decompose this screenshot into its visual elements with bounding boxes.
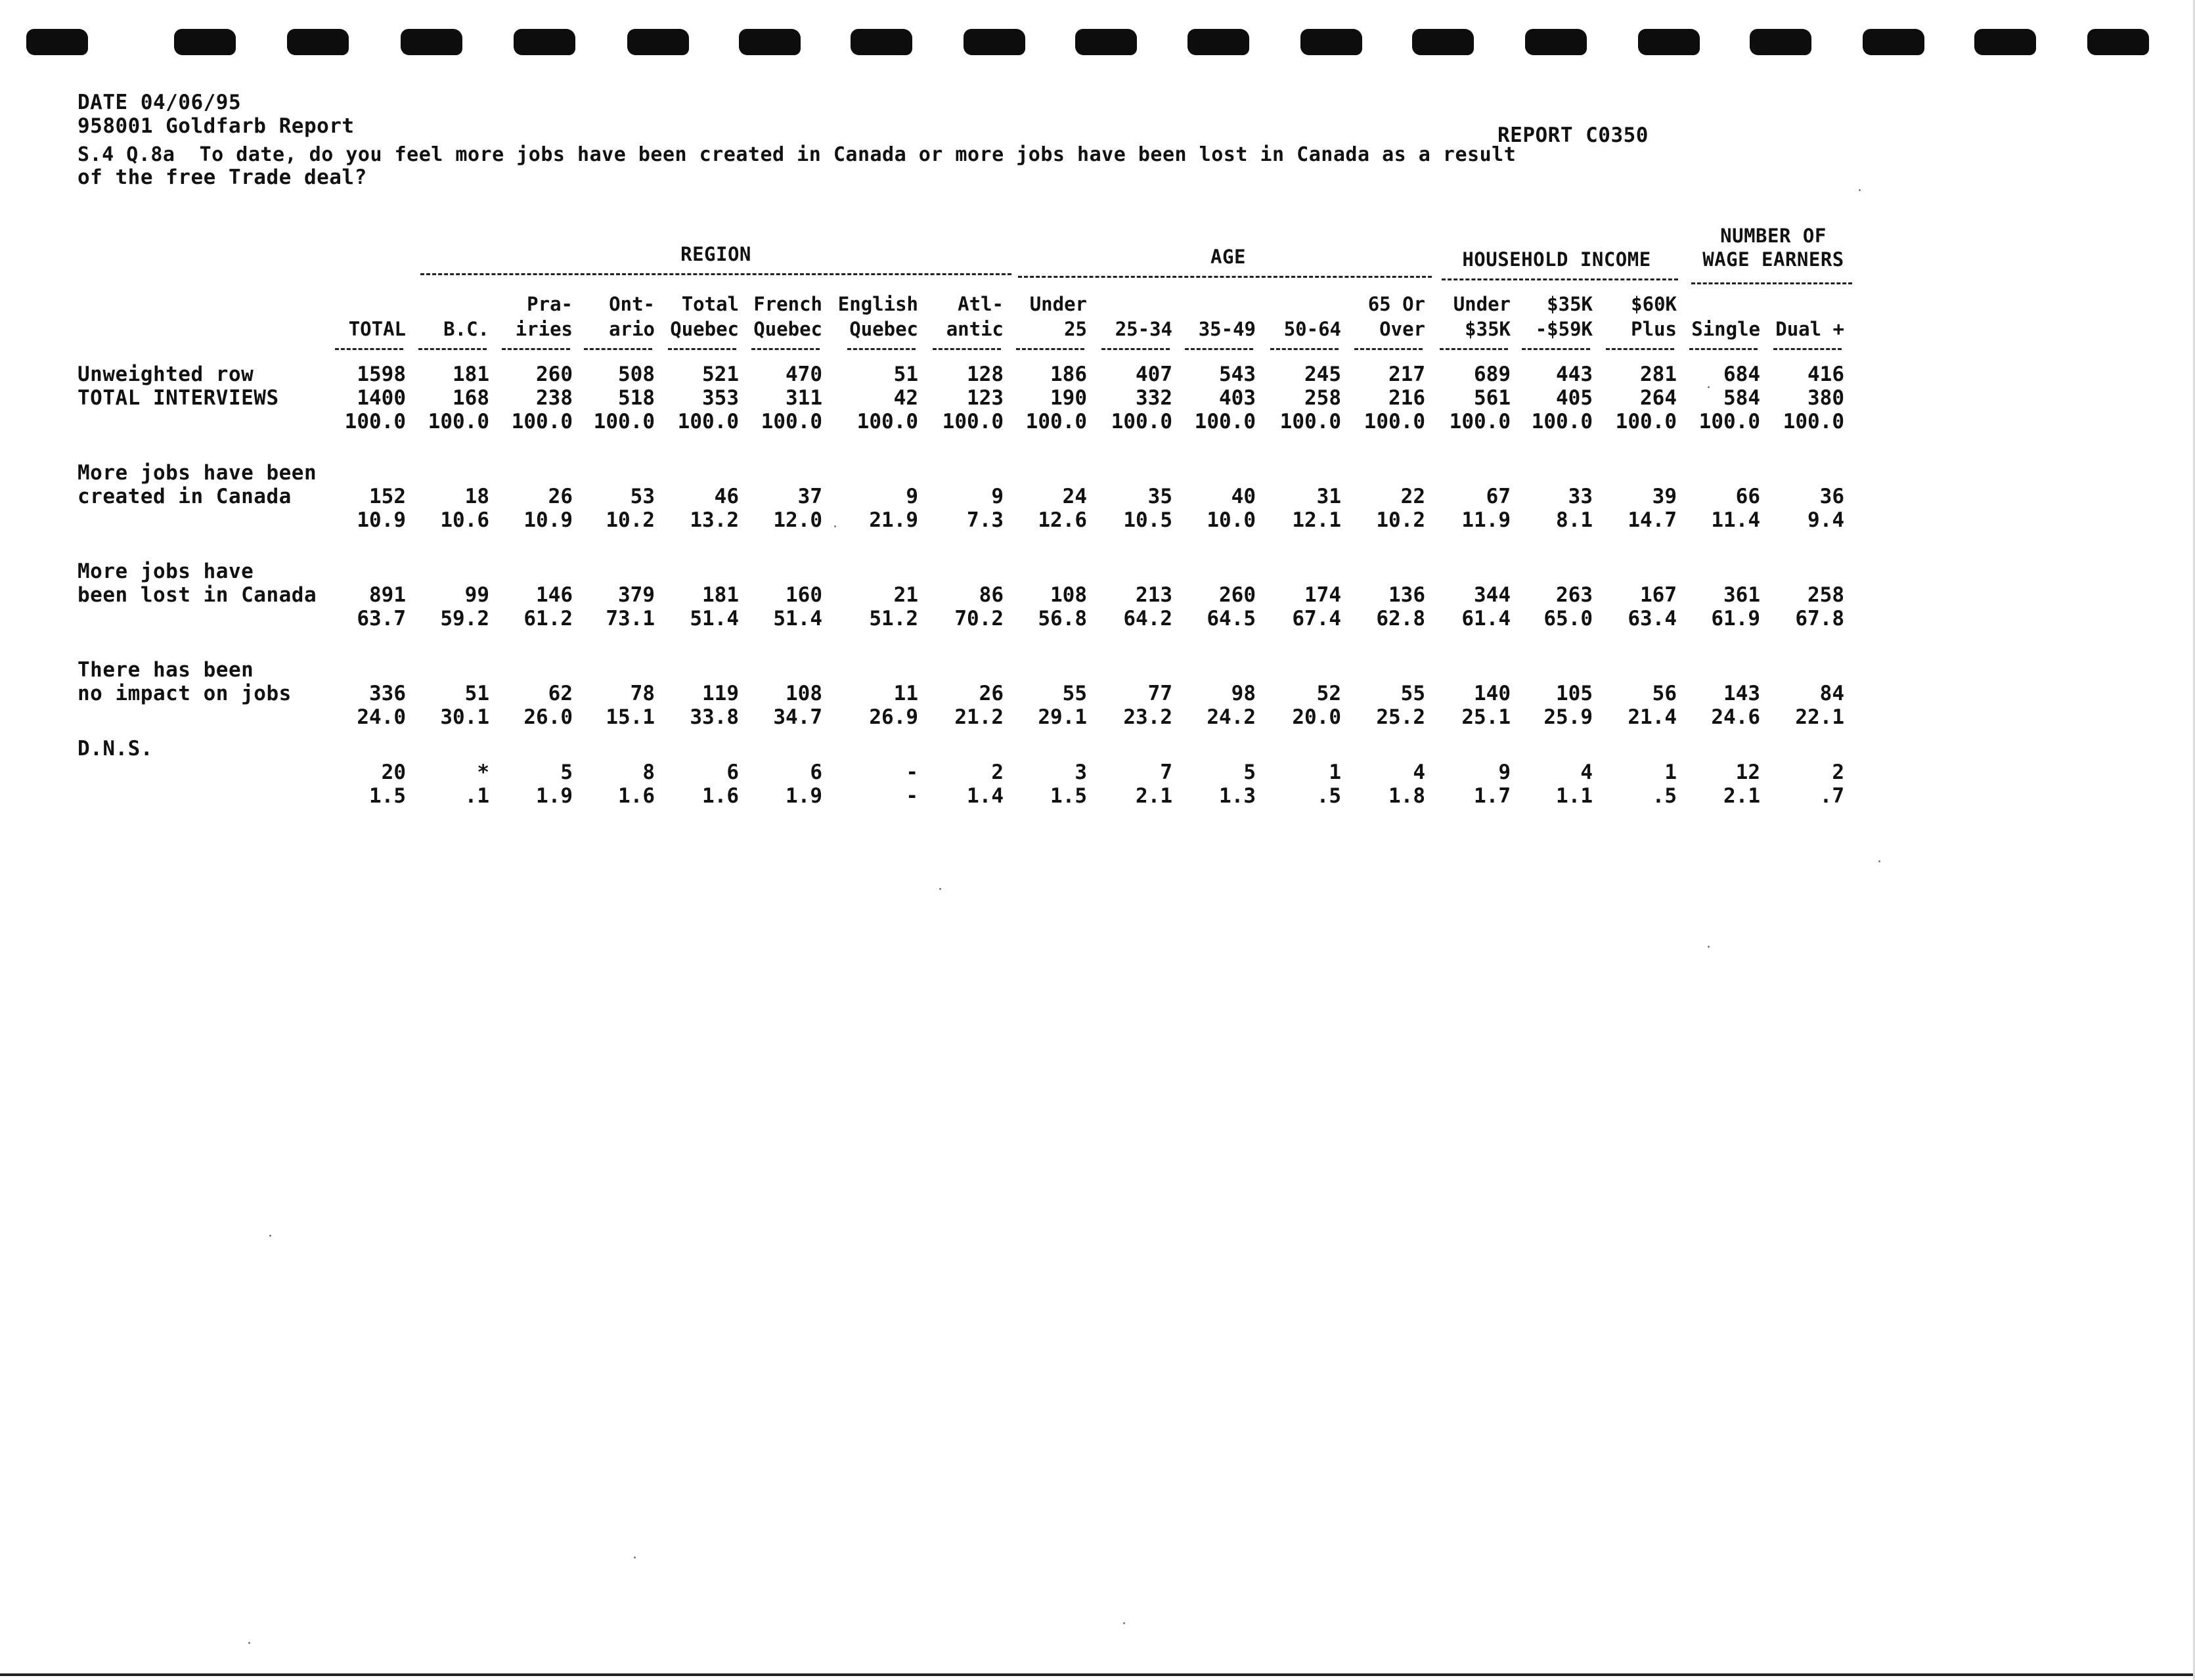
table-cell: 1 — [1329, 761, 1341, 784]
table-cell: 186 — [1050, 363, 1087, 386]
table-cell: 39 — [1652, 485, 1677, 508]
table-cell: 26 — [979, 682, 1004, 705]
table-cell: 100.0 — [428, 410, 489, 433]
table-cell: 143 — [1723, 682, 1760, 705]
table-cell: 24.6 — [1711, 705, 1760, 729]
table-cell: 2 — [991, 761, 1004, 784]
scan-speck — [939, 888, 941, 890]
table-cell: 63.7 — [357, 607, 406, 630]
table-cell: 12.1 — [1292, 508, 1341, 532]
table-cell: 1.9 — [786, 784, 822, 808]
table-cell: 40 — [1231, 485, 1256, 508]
column-underline — [502, 348, 570, 350]
table-cell: 213 — [1136, 583, 1172, 607]
table-cell: 100.0 — [856, 410, 918, 433]
table-cell: 62.8 — [1376, 607, 1425, 630]
table-cell: 336 — [369, 682, 406, 705]
table-cell: 10.6 — [440, 508, 489, 532]
column-underline — [1773, 348, 1842, 350]
column-header-line1: Under — [1029, 293, 1087, 315]
table-cell: 78 — [630, 682, 655, 705]
group-header-household-income: HOUSEHOLD INCOME — [1462, 248, 1651, 271]
table-cell: 59.2 — [440, 607, 489, 630]
age-divider — [1018, 276, 1432, 278]
table-cell: 23.2 — [1123, 705, 1172, 729]
scan-speck — [269, 1235, 271, 1237]
tractor-hole — [514, 29, 575, 55]
table-cell: 26.0 — [523, 705, 573, 729]
row-label: Unweighted row — [78, 363, 254, 386]
row-label: More jobs have — [78, 560, 254, 583]
column-header-line1: French — [753, 293, 822, 315]
column-header-line2: ario — [609, 318, 655, 340]
table-cell: 1.8 — [1388, 784, 1425, 808]
table-cell: 100.0 — [1025, 410, 1087, 433]
table-cell: 561 — [1474, 386, 1511, 410]
tractor-hole — [2087, 29, 2149, 55]
column-header-line2: Quebec — [670, 318, 739, 340]
table-cell: 53 — [630, 485, 655, 508]
tractor-hole — [1187, 29, 1249, 55]
table-cell: 311 — [786, 386, 822, 410]
row-label: no impact on jobs — [78, 682, 292, 705]
row-label: TOTAL INTERVIEWS — [78, 386, 279, 410]
table-cell: 12.0 — [773, 508, 822, 532]
table-cell: 405 — [1556, 386, 1593, 410]
scan-speck — [1859, 189, 1861, 191]
table-cell: 152 — [369, 485, 406, 508]
column-underline — [933, 348, 1001, 350]
table-cell: 100.0 — [1615, 410, 1677, 433]
table-cell: 344 — [1474, 583, 1511, 607]
question-text-line2: of the free Trade deal? — [78, 166, 367, 189]
column-header-line2: 25-34 — [1115, 318, 1172, 340]
column-header-line2: TOTAL — [348, 318, 406, 340]
table-cell: 128 — [967, 363, 1004, 386]
column-header-line1: Ont- — [609, 293, 655, 315]
table-cell: 25.9 — [1543, 705, 1593, 729]
scan-speck — [1123, 1622, 1125, 1624]
table-cell: 100.0 — [761, 410, 822, 433]
table-cell: 26 — [548, 485, 573, 508]
table-cell: .5 — [1652, 784, 1677, 808]
column-underline — [847, 348, 916, 350]
table-cell: 18 — [464, 485, 489, 508]
table-cell: 217 — [1388, 363, 1425, 386]
income-divider — [1442, 278, 1678, 280]
table-cell: 521 — [702, 363, 739, 386]
tractor-hole — [1412, 29, 1474, 55]
tractor-hole — [1974, 29, 2036, 55]
table-cell: 61.9 — [1711, 607, 1760, 630]
table-cell: 13.2 — [690, 508, 739, 532]
table-cell: 100.0 — [1111, 410, 1172, 433]
table-cell: 1.5 — [1050, 784, 1087, 808]
table-cell: 77 — [1147, 682, 1172, 705]
column-header-line2: B.C. — [443, 318, 489, 340]
group-header-age: AGE — [1210, 246, 1246, 268]
table-cell: 100.0 — [942, 410, 1004, 433]
column-header-line2: 50-64 — [1283, 318, 1341, 340]
table-cell: 181 — [453, 363, 489, 386]
table-cell: 56 — [1652, 682, 1677, 705]
table-cell: 21.9 — [869, 508, 918, 532]
table-cell: 10.9 — [523, 508, 573, 532]
column-header-line1: Total — [681, 293, 739, 315]
table-cell: 1.6 — [618, 784, 655, 808]
tractor-hole — [851, 29, 912, 55]
table-cell: 105 — [1556, 682, 1593, 705]
table-cell: 403 — [1219, 386, 1256, 410]
table-cell: 379 — [618, 583, 655, 607]
column-header-line2: -$59K — [1535, 318, 1593, 340]
table-cell: 216 — [1388, 386, 1425, 410]
column-underline — [1185, 348, 1253, 350]
table-cell: 55 — [1062, 682, 1087, 705]
column-header-line2: 25 — [1064, 318, 1087, 340]
column-underline — [1270, 348, 1339, 350]
row-label: More jobs have been — [78, 461, 317, 485]
table-cell: 10.9 — [357, 508, 406, 532]
table-cell: 258 — [1304, 386, 1341, 410]
table-cell: 380 — [1807, 386, 1844, 410]
table-cell: 33 — [1568, 485, 1593, 508]
table-cell: .1 — [464, 784, 489, 808]
table-cell: 1.4 — [967, 784, 1004, 808]
group-header-wage-line1: NUMBER OF — [1720, 225, 1827, 247]
table-cell: 332 — [1136, 386, 1172, 410]
table-cell: 258 — [1807, 583, 1844, 607]
table-cell: 11.9 — [1461, 508, 1511, 532]
table-cell: 8 — [642, 761, 655, 784]
column-header-line2: Single — [1691, 318, 1760, 340]
table-cell: 1.5 — [369, 784, 406, 808]
table-cell: 1 — [1664, 761, 1677, 784]
table-cell: 64.5 — [1207, 607, 1256, 630]
table-cell: 6 — [810, 761, 822, 784]
table-cell: 4 — [1580, 761, 1593, 784]
table-cell: 281 — [1640, 363, 1677, 386]
table-cell: 2.1 — [1136, 784, 1172, 808]
scan-speck — [634, 1557, 636, 1558]
table-cell: 1.3 — [1219, 784, 1256, 808]
table-cell: 140 — [1474, 682, 1511, 705]
table-cell: 1598 — [357, 363, 406, 386]
column-underline — [1354, 348, 1423, 350]
column-header-line2: Dual + — [1775, 318, 1844, 340]
table-cell: 108 — [1050, 583, 1087, 607]
column-header-line2: iries — [515, 318, 573, 340]
table-cell: 100.0 — [511, 410, 573, 433]
column-underline — [1016, 348, 1084, 350]
table-cell: 10.2 — [1376, 508, 1425, 532]
column-header-line1: $60K — [1631, 293, 1677, 315]
table-cell: 689 — [1474, 363, 1511, 386]
table-cell: 20 — [381, 761, 406, 784]
table-cell: - — [906, 761, 918, 784]
table-cell: 10.5 — [1123, 508, 1172, 532]
column-header-line2: Over — [1379, 318, 1425, 340]
tractor-hole — [174, 29, 236, 55]
table-cell: 12 — [1735, 761, 1760, 784]
table-cell: 67.4 — [1292, 607, 1341, 630]
table-cell: 61.4 — [1461, 607, 1511, 630]
tractor-hole — [1525, 29, 1587, 55]
table-cell: 51 — [893, 363, 918, 386]
group-header-region: REGION — [680, 243, 751, 265]
table-cell: 22 — [1400, 485, 1425, 508]
wage-divider — [1691, 282, 1852, 284]
table-cell: 119 — [702, 682, 739, 705]
table-cell: 51.4 — [773, 607, 822, 630]
table-cell: 1400 — [357, 386, 406, 410]
report-id: REPORT C0350 — [1497, 123, 1649, 147]
tractor-hole — [1075, 29, 1137, 55]
table-cell: 52 — [1316, 682, 1341, 705]
table-cell: 67.8 — [1795, 607, 1844, 630]
table-cell: 100.0 — [344, 410, 406, 433]
column-header-line1: $35K — [1547, 293, 1593, 315]
table-cell: 9 — [1498, 761, 1511, 784]
table-cell: 181 — [702, 583, 739, 607]
table-cell: 36 — [1819, 485, 1844, 508]
table-cell: 508 — [618, 363, 655, 386]
column-header-line2: $35K — [1465, 318, 1511, 340]
table-cell: 62 — [548, 682, 573, 705]
column-underline — [751, 348, 820, 350]
table-cell: 1.1 — [1556, 784, 1593, 808]
table-cell: - — [906, 784, 918, 808]
table-cell: 51 — [464, 682, 489, 705]
table-cell: 543 — [1219, 363, 1256, 386]
scan-speck — [834, 525, 836, 527]
column-header-line2: Quebec — [849, 318, 918, 340]
table-cell: 24.2 — [1207, 705, 1256, 729]
table-cell: 31 — [1316, 485, 1341, 508]
table-cell: 73.1 — [606, 607, 655, 630]
table-cell: 22.1 — [1795, 705, 1844, 729]
table-cell: 86 — [979, 583, 1004, 607]
column-header-line1: Under — [1453, 293, 1511, 315]
table-cell: 100.0 — [1279, 410, 1341, 433]
column-header-line1: 65 Or — [1367, 293, 1425, 315]
tractor-hole — [739, 29, 801, 55]
column-underline — [584, 348, 652, 350]
table-cell: 160 — [786, 583, 822, 607]
table-cell: 34.7 — [773, 705, 822, 729]
tractor-hole — [287, 29, 349, 55]
column-underline — [418, 348, 487, 350]
column-underline — [1522, 348, 1590, 350]
question-text-line1: S.4 Q.8a To date, do you feel more jobs have been created in Canada or more jobs have been lost in Canada as a result — [78, 143, 1517, 166]
column-underline — [1101, 348, 1170, 350]
table-cell: 100.0 — [1364, 410, 1425, 433]
table-cell: 174 — [1304, 583, 1341, 607]
table-cell: 3 — [1075, 761, 1087, 784]
table-cell: 84 — [1819, 682, 1844, 705]
table-cell: 14.7 — [1628, 508, 1677, 532]
group-header-wage-line2: WAGE EARNERS — [1702, 248, 1844, 271]
tractor-hole — [1300, 29, 1362, 55]
table-cell: 260 — [536, 363, 573, 386]
table-cell: 65.0 — [1543, 607, 1593, 630]
tractor-hole — [964, 29, 1025, 55]
table-cell: 21 — [893, 583, 918, 607]
column-header-line2: antic — [946, 318, 1004, 340]
table-cell: 9 — [906, 485, 918, 508]
table-cell: 37 — [797, 485, 822, 508]
table-cell: 61.2 — [523, 607, 573, 630]
table-cell: 9 — [991, 485, 1004, 508]
table-cell: 35 — [1147, 485, 1172, 508]
table-cell: .5 — [1316, 784, 1341, 808]
table-cell: 1.7 — [1474, 784, 1511, 808]
column-underline — [1689, 348, 1758, 350]
table-cell: 8.1 — [1556, 508, 1593, 532]
column-header-line2: Quebec — [753, 318, 822, 340]
column-underline — [1606, 348, 1674, 350]
table-cell: 9.4 — [1807, 508, 1844, 532]
report-date: DATE 04/06/95 — [78, 91, 242, 114]
table-cell: 443 — [1556, 363, 1593, 386]
table-cell: 136 — [1388, 583, 1425, 607]
table-cell: 5 — [1243, 761, 1256, 784]
row-label: There has been — [78, 658, 254, 682]
table-cell: 1.9 — [536, 784, 573, 808]
table-cell: 33.8 — [690, 705, 739, 729]
column-header-line1: Pra- — [527, 293, 573, 315]
table-cell: 123 — [967, 386, 1004, 410]
tractor-hole — [1863, 29, 1924, 55]
table-cell: 584 — [1723, 386, 1760, 410]
column-underline — [668, 348, 736, 350]
table-cell: 353 — [702, 386, 739, 410]
column-header-line2: 35-49 — [1198, 318, 1256, 340]
row-label: created in Canada — [78, 485, 292, 508]
table-cell: 263 — [1556, 583, 1593, 607]
table-cell: 1.6 — [702, 784, 739, 808]
tractor-hole — [1750, 29, 1811, 55]
table-cell: 518 — [618, 386, 655, 410]
table-cell: 11.4 — [1711, 508, 1760, 532]
row-label: been lost in Canada — [78, 583, 317, 607]
table-cell: 6 — [726, 761, 739, 784]
column-header-line1: Atl- — [958, 293, 1004, 315]
table-cell: 146 — [536, 583, 573, 607]
table-cell: 167 — [1640, 583, 1677, 607]
table-cell: 98 — [1231, 682, 1256, 705]
table-cell: 7.3 — [967, 508, 1004, 532]
table-cell: 2.1 — [1723, 784, 1760, 808]
table-cell: 70.2 — [954, 607, 1004, 630]
table-cell: 10.2 — [606, 508, 655, 532]
table-cell: 21.4 — [1628, 705, 1677, 729]
table-cell: 66 — [1735, 485, 1760, 508]
scan-speck — [1878, 860, 1880, 862]
table-cell: 64.2 — [1123, 607, 1172, 630]
table-cell: 684 — [1723, 363, 1760, 386]
table-cell: 67 — [1486, 485, 1511, 508]
table-cell: 891 — [369, 583, 406, 607]
table-cell: 4 — [1413, 761, 1425, 784]
column-header-line2: Plus — [1631, 318, 1677, 340]
tractor-hole — [26, 29, 88, 55]
column-underline — [1440, 348, 1508, 350]
scan-speck — [248, 1642, 250, 1644]
table-cell: 470 — [786, 363, 822, 386]
table-cell: 100.0 — [1698, 410, 1760, 433]
table-cell: 63.4 — [1628, 607, 1677, 630]
table-cell: 42 — [893, 386, 918, 410]
table-cell: 10.0 — [1207, 508, 1256, 532]
table-cell: 5 — [560, 761, 573, 784]
table-cell: 100.0 — [1531, 410, 1593, 433]
column-header-line1: English — [837, 293, 918, 315]
table-cell: 100.0 — [1194, 410, 1256, 433]
table-cell: 56.8 — [1038, 607, 1087, 630]
table-cell: 238 — [536, 386, 573, 410]
table-cell: 51.4 — [690, 607, 739, 630]
table-cell: 30.1 — [440, 705, 489, 729]
page-bottom-edge — [0, 1673, 2195, 1676]
table-cell: 100.0 — [1449, 410, 1511, 433]
table-cell: 100.0 — [593, 410, 655, 433]
region-divider — [420, 273, 1011, 275]
table-cell: 100.0 — [677, 410, 739, 433]
table-cell: 7 — [1160, 761, 1172, 784]
tractor-hole — [627, 29, 689, 55]
table-cell: 2 — [1832, 761, 1844, 784]
table-cell: 100.0 — [1783, 410, 1844, 433]
table-cell: 108 — [786, 682, 822, 705]
table-cell: 99 — [464, 583, 489, 607]
table-cell: .7 — [1819, 784, 1844, 808]
table-cell: 25.1 — [1461, 705, 1511, 729]
table-cell: 407 — [1136, 363, 1172, 386]
table-cell: 168 — [453, 386, 489, 410]
scan-speck — [1708, 946, 1710, 948]
table-cell: 361 — [1723, 583, 1760, 607]
scan-speck — [1708, 386, 1710, 388]
table-cell: 245 — [1304, 363, 1341, 386]
tractor-hole — [1638, 29, 1700, 55]
row-label: D.N.S. — [78, 737, 153, 761]
table-cell: 55 — [1400, 682, 1425, 705]
table-cell: 264 — [1640, 386, 1677, 410]
table-cell: 15.1 — [606, 705, 655, 729]
table-cell: 26.9 — [869, 705, 918, 729]
table-cell: 51.2 — [869, 607, 918, 630]
tractor-hole — [401, 29, 462, 55]
table-cell: 25.2 — [1376, 705, 1425, 729]
report-name: 958001 Goldfarb Report — [78, 114, 355, 138]
table-cell: 416 — [1807, 363, 1844, 386]
table-cell: 20.0 — [1292, 705, 1341, 729]
table-cell: 24 — [1062, 485, 1087, 508]
column-underline — [335, 348, 403, 350]
table-cell: 260 — [1219, 583, 1256, 607]
table-cell: 21.2 — [954, 705, 1004, 729]
table-cell: * — [477, 761, 489, 784]
table-cell: 12.6 — [1038, 508, 1087, 532]
table-cell: 46 — [714, 485, 739, 508]
table-cell: 29.1 — [1038, 705, 1087, 729]
table-cell: 11 — [893, 682, 918, 705]
table-cell: 24.0 — [357, 705, 406, 729]
table-cell: 190 — [1050, 386, 1087, 410]
